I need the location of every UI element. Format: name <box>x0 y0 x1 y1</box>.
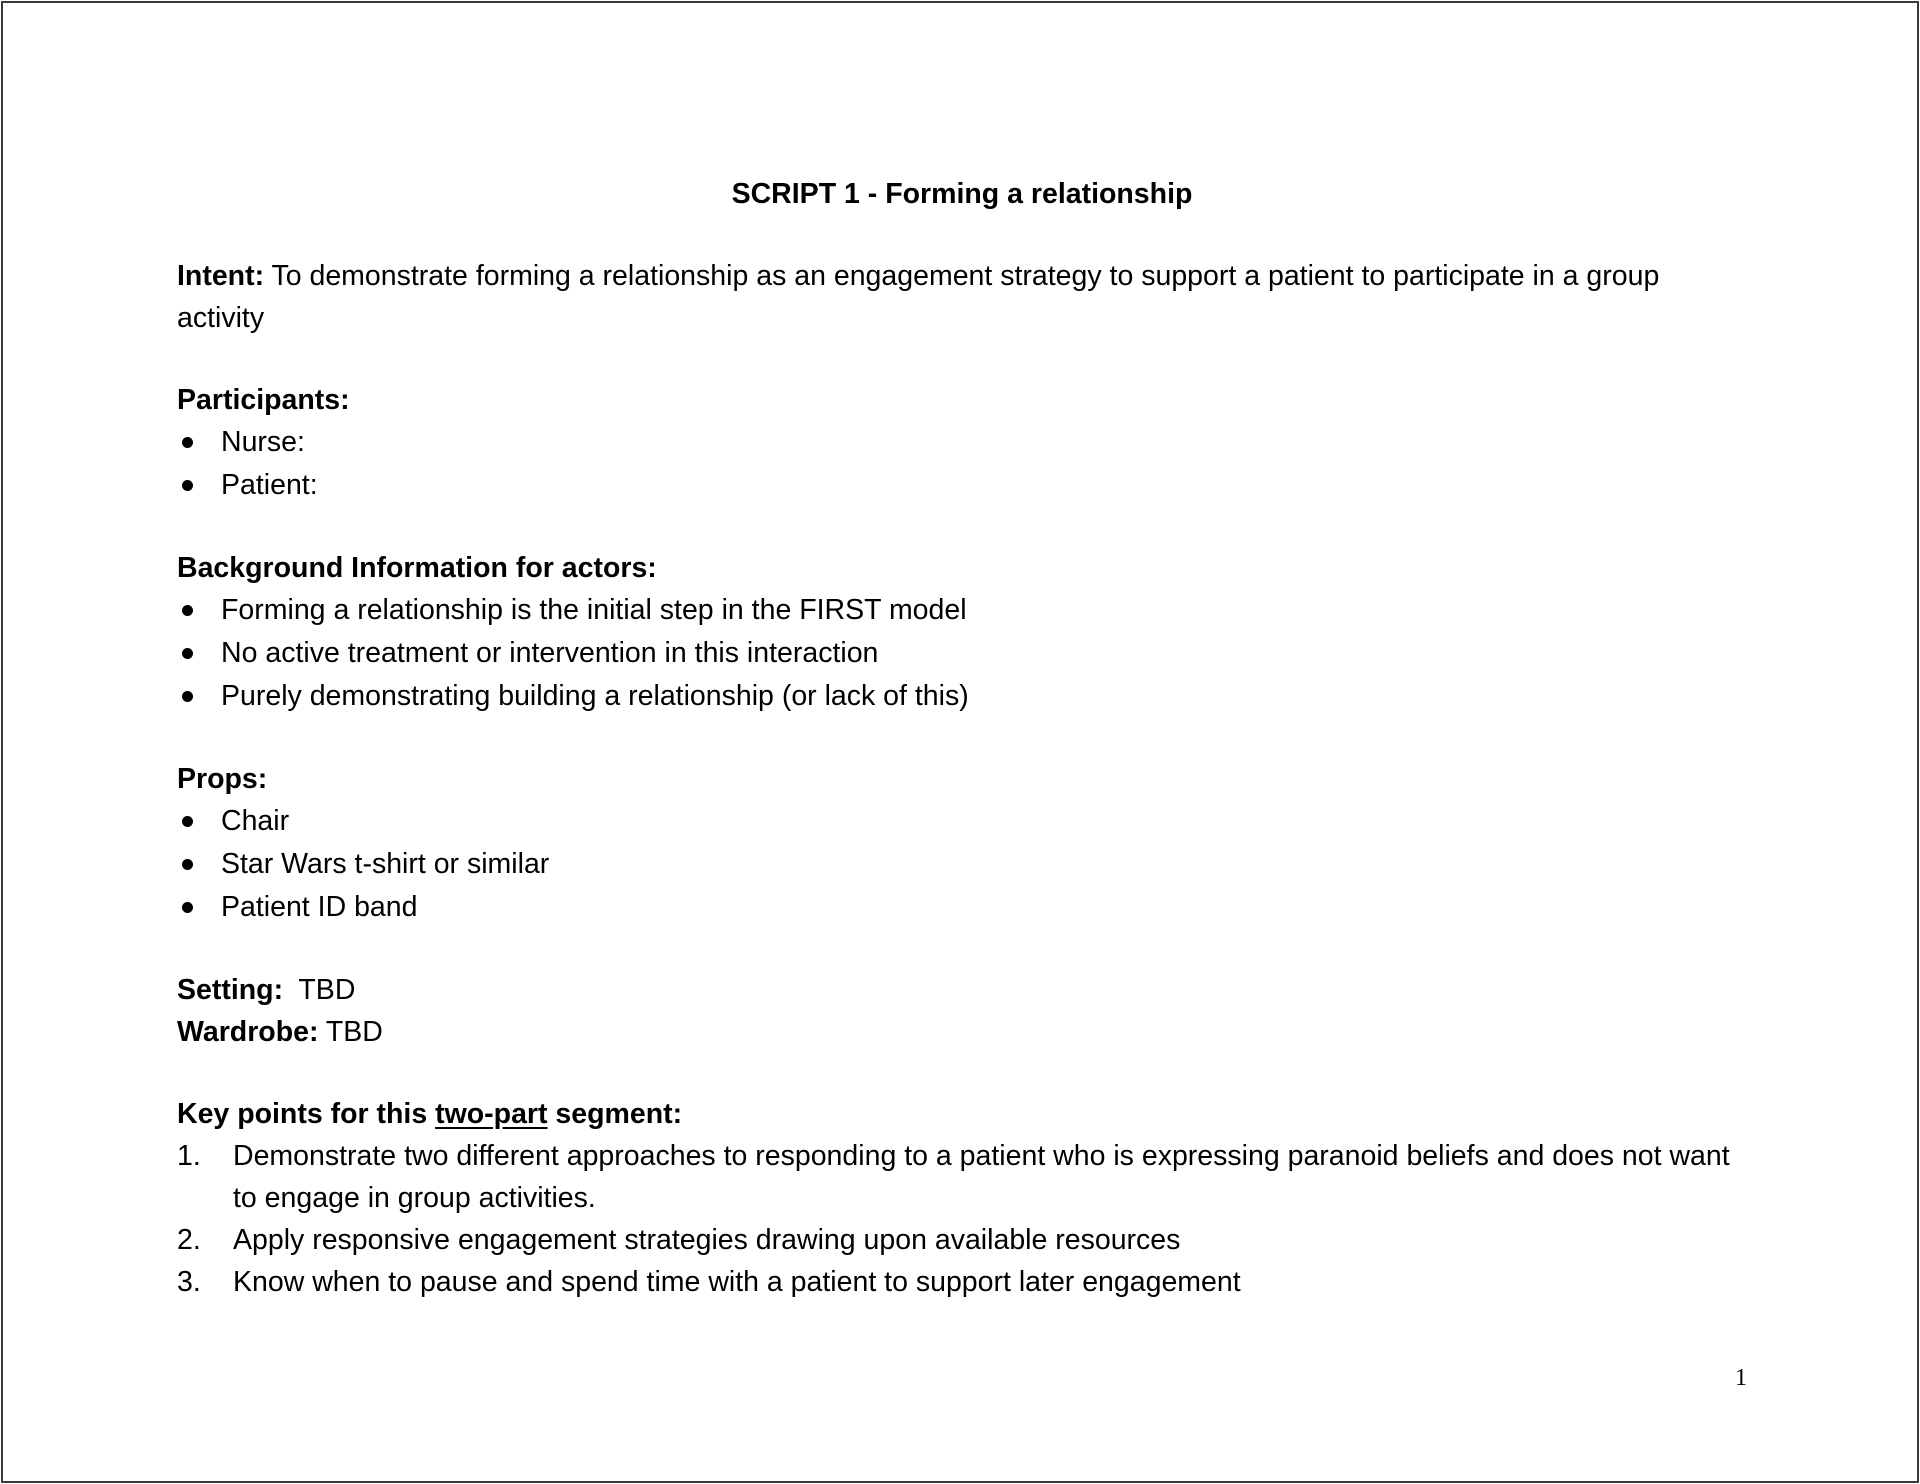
bullet-icon <box>182 859 193 870</box>
bullet-icon <box>182 691 193 702</box>
wardrobe-label: Wardrobe: <box>177 1016 319 1048</box>
bullet-icon <box>182 480 193 491</box>
bullet-icon <box>182 816 193 827</box>
list-item: Patient ID band <box>177 886 1747 929</box>
document-body <box>177 173 1747 1303</box>
key-points-section <box>177 1093 1747 1303</box>
list-item: No active treatment or intervention in this interaction <box>177 632 1747 675</box>
background-list <box>177 589 1747 718</box>
document-title: SCRIPT 1 - Forming a relationship <box>731 178 1193 210</box>
props-list <box>177 800 1747 929</box>
list-item: 2. Apply responsive engagement strategies drawing upon available resources <box>177 1224 1181 1256</box>
list-item: Star Wars t-shirt or similar <box>177 843 1747 886</box>
background-section <box>177 547 1747 718</box>
props-heading: Props: <box>177 763 268 795</box>
participants-heading: Participants: <box>177 384 350 416</box>
participants-section <box>177 379 1747 507</box>
participants-list <box>177 421 1747 507</box>
list-item: Patient: <box>177 464 1747 507</box>
background-heading: Background Information for actors: <box>177 552 657 584</box>
bullet-icon <box>182 437 193 448</box>
list-item: Forming a relationship is the initial step in the FIRST model <box>177 589 1747 632</box>
list-item: Purely demonstrating building a relationship (or lack of this) <box>177 675 1747 718</box>
key-points-heading: Key points for this two-part segment: <box>177 1098 683 1130</box>
bullet-icon <box>182 605 193 616</box>
intent-paragraph <box>177 255 1747 339</box>
setting-label: Setting: <box>177 974 284 1006</box>
list-item: 3. Know when to pause and spend time with a patient to support later engagement <box>177 1266 1241 1298</box>
page-number: 1 <box>1735 1365 1747 1391</box>
setting-line <box>177 969 1747 1011</box>
key-points-list <box>177 1135 1747 1303</box>
wardrobe-line <box>177 1011 1747 1053</box>
list-item: Nurse: <box>177 421 1747 464</box>
props-section <box>177 758 1747 929</box>
bullet-icon <box>182 648 193 659</box>
bullet-icon <box>182 902 193 913</box>
list-item: Chair <box>177 800 1747 843</box>
intent-text: To demonstrate forming a relationship as an engagement strategy to support a patient to participate in a group activity <box>177 260 1660 334</box>
setting-wardrobe-section <box>177 969 1747 1053</box>
document-page <box>1 1 1919 1483</box>
setting-value: TBD <box>283 974 356 1006</box>
intent-label: Intent: <box>177 260 265 292</box>
list-item: 1. Demonstrate two different approaches to responding to a patient who is expressing paranoid beliefs and does not want to engage in group activities. <box>177 1140 1730 1214</box>
wardrobe-value: TBD <box>318 1016 383 1048</box>
